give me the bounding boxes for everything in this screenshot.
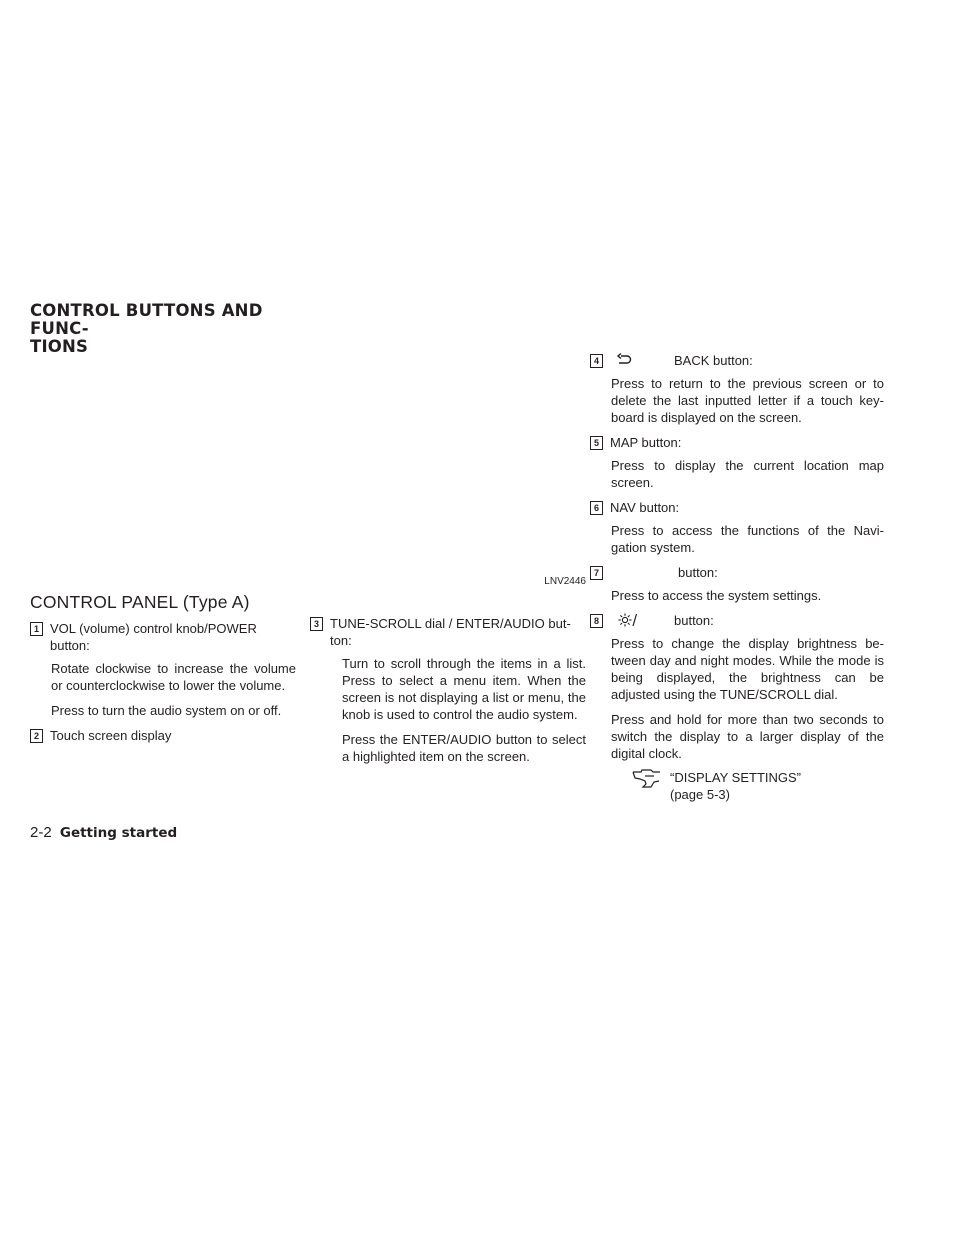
figure-label: LNV2446 [544, 576, 586, 587]
day-night-icon [618, 612, 652, 628]
item-number-badge: 2 [30, 729, 43, 743]
page-footer [30, 824, 177, 842]
item-heading: VOL (volume) control knob/POWER button: [50, 621, 257, 653]
item-heading: BACK button: [674, 353, 753, 368]
item-heading: MAP button: [610, 435, 682, 450]
item-number-badge: 7 [590, 566, 603, 580]
item-heading: Touch screen display [50, 728, 172, 743]
column-3 [590, 352, 884, 803]
reference-title: “DISPLAY SETTINGS” [670, 770, 801, 785]
back-arrow-icon [616, 353, 632, 367]
item-paragraph: Press to access the system settings. [611, 588, 822, 603]
page-number: 2-2 [30, 824, 52, 841]
item-number-badge: 5 [590, 436, 603, 450]
item-paragraph: Turn to scroll through the items in a list. Press to select a menu item. When the screen is not displaying a list or menu, the knob is used to control the audio system. [342, 656, 586, 722]
item-paragraph: Press to turn the audio system on or off. [51, 703, 282, 718]
list-item [590, 564, 884, 581]
item-heading: button: [674, 613, 714, 628]
list-item [310, 615, 586, 649]
item-heading: NAV button: [610, 500, 680, 515]
list-item [30, 727, 296, 744]
chapter-title: Getting started [59, 825, 178, 841]
item-paragraph: Press to access the functions of the Navi-gation system. [611, 523, 884, 555]
reference-link[interactable] [590, 769, 884, 803]
item-paragraph: Press to change the display brightness be-tween day and night modes. While the mode is being displayed, the brightness can be adjusted using the TUNE/SCROLL dial. [611, 636, 884, 702]
list-item [590, 434, 884, 451]
list-item [30, 620, 296, 654]
list-item [590, 352, 884, 369]
list-item [590, 612, 884, 629]
item-number-badge: 1 [30, 622, 43, 636]
item-number-badge: 3 [310, 617, 323, 631]
reference-pointer-icon [632, 769, 662, 789]
item-number-badge: 6 [590, 501, 603, 515]
item-paragraph: Press to display the current location map screen. [611, 458, 884, 490]
item-paragraph: Rotate clockwise to increase the volume or counterclockwise to lower the volume. [51, 661, 296, 693]
item-paragraph: Press to return to the previous screen or to delete the last inputted letter if a touch key-board is displayed on the screen. [611, 376, 884, 425]
column-2 [310, 615, 586, 765]
item-heading: button: [678, 565, 718, 580]
reference-page: (page 5-3) [670, 787, 730, 802]
item-paragraph: Press and hold for more than two seconds to switch the display to a larger display of the digital clock. [611, 712, 884, 761]
item-paragraph: Press the ENTER/AUDIO button to select a highlighted item on the screen. [342, 732, 586, 764]
subsection-title: CONTROL PANEL (Type A) [30, 592, 250, 612]
item-heading: TUNE-SCROLL dial / ENTER/AUDIO but-ton: [330, 616, 571, 648]
item-number-badge: 8 [590, 614, 603, 628]
section-title: CONTROL BUTTONS AND FUNC- TIONS [30, 301, 263, 356]
column-1 [30, 592, 296, 744]
list-item [590, 499, 884, 516]
item-number-badge: 4 [590, 354, 603, 368]
